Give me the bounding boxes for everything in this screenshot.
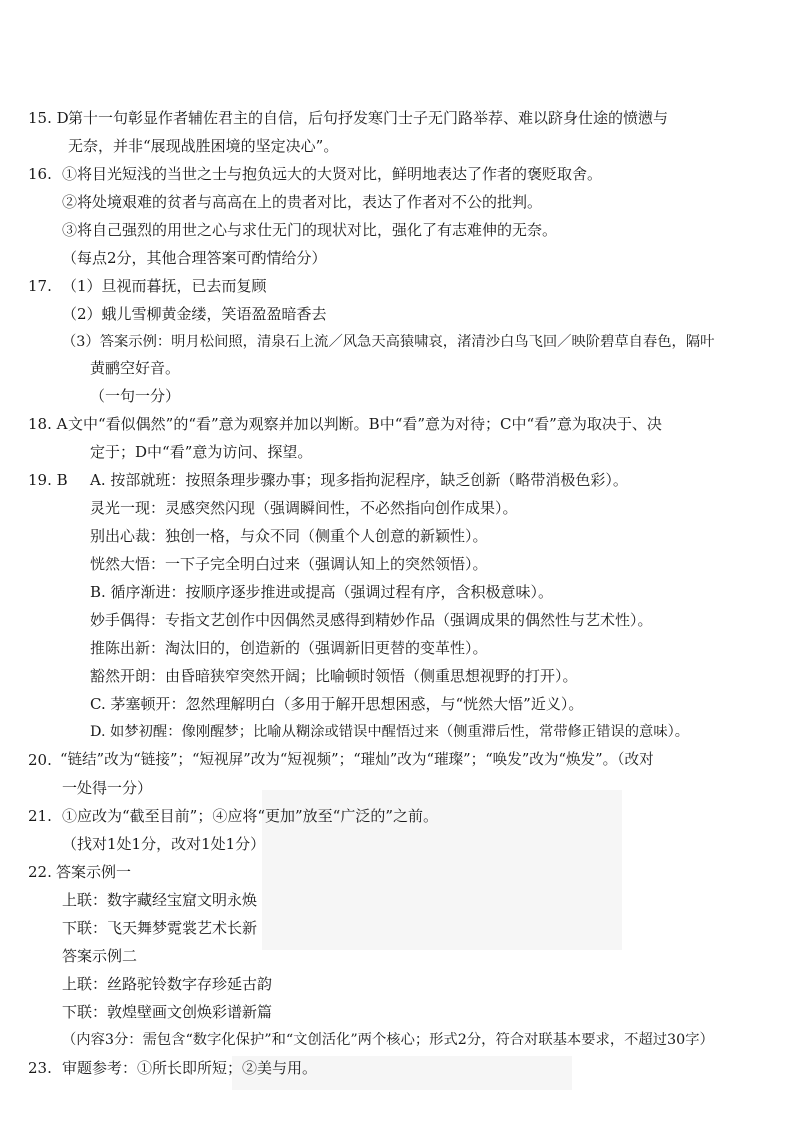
q19-line: 豁然开朗：由昏暗狭窄突然开阔；比喻顿时领悟（侧重思想视野的打开）。 — [90, 667, 578, 685]
q22-label: 22. — [28, 863, 52, 881]
q19-line: 恍然大悟：一下子完全明白过来（强调认知上的突然领悟）。 — [90, 555, 488, 573]
q20-label: 20. — [28, 751, 52, 769]
q17-line1: （1）旦视而暮抚，已去而复顾 — [62, 277, 267, 295]
q22-line5: （内容3分：需包含“数字化保护”和“文创活化”两个核心；形式2分，符合对联基本要求，不超过30字） — [62, 1032, 714, 1048]
q20-line2: 一处得一分） — [62, 779, 153, 797]
q21-label: 21. — [28, 807, 52, 825]
q22-title2: 答案示例二 — [62, 947, 138, 965]
q17-line2: （2）蛾儿雪柳黄金缕，笑语盈盈暗香去 — [62, 305, 327, 323]
q19-line: C. 茅塞顿开：忽然理解明白（多用于解开思想困惑，与“恍然大悟”近义）。 — [90, 695, 584, 713]
q18-label: 18. A — [28, 415, 68, 433]
q21-line2: （找对1处1分，改对1处1分） — [62, 835, 266, 853]
q22-line3: 上联：丝路驼铃数字存珍延古韵 — [62, 975, 273, 993]
q16-line4: （每点2分，其他合理答案可酌情给分） — [62, 249, 327, 267]
q23-label: 23. — [28, 1059, 52, 1077]
q20-line1: “链结”改为“链接”；“短视屏”改为“短视频”；“璀灿”改为“璀璨”；“唤发”改为“焕发”。（改对 — [60, 751, 654, 768]
q17-label: 17. — [28, 277, 52, 295]
q17-line5: （一句一分） — [90, 387, 181, 405]
q16-label: 16. — [28, 165, 52, 183]
q18-line1: 文中“看似偶然”的“看”意为观察并加以判断。B中“看”意为对待；C中“看”意为取决于、决 — [68, 415, 662, 433]
q19-label: 19. B — [28, 471, 68, 489]
q15-line1: 第十一句彰显作者辅佐君主的自信，后句抒发寒门士子无门路举荐、难以跻身仕途的愤懑与 — [68, 109, 669, 127]
q21-line1: ①应改为“截至目前”；④应将“更加”放至“广泛的”之前。 — [62, 807, 439, 825]
q18-line2: 定于；D中“看”意为访问、探望。 — [90, 443, 313, 461]
q15-label: 15. D — [28, 109, 69, 127]
q22-line2: 下联：飞天舞梦霓裳艺术长新 — [62, 919, 258, 937]
q19-line: 灵光一现：灵感突然闪现（强调瞬间性，不必然指向创作成果）。 — [90, 499, 518, 517]
q17-line3: （3）答案示例：明月松间照，清泉石上流／风急天高猿啸哀，渚清沙白鸟飞回／映阶碧草自春色，隔叶 — [62, 334, 715, 350]
q22-line1: 上联：数字藏经宝窟文明永焕 — [62, 891, 258, 909]
q15-line2: 无奈，并非“展现战胜困境的坚定决心”。 — [68, 137, 339, 155]
q22-title: 答案示例一 — [56, 863, 132, 881]
q23-line1: 审题参考：①所长即所短；②美与用。 — [62, 1059, 318, 1077]
q16-line1: ①将目光短浅的当世之士与抱负远大的大贤对比，鲜明地表达了作者的褒贬取舍。 — [62, 165, 603, 183]
q17-line4: 黄鹂空好音。 — [90, 359, 181, 377]
q19-line: A. 按部就班：按照条理步骤办事；现多指拘泥程序，缺乏创新（略带消极色彩）。 — [90, 471, 628, 489]
q19-line: 妙手偶得：专指文艺创作中因偶然灵感得到精妙作品（强调成果的偶然性与艺术性）。 — [90, 611, 653, 629]
q19-line: 别出心裁：独创一格，与众不同（侧重个人创意的新颖性）。 — [90, 527, 488, 545]
q16-line3: ③将自己强烈的用世之心与求仕无门的现状对比，强化了有志难伸的无奈。 — [62, 221, 558, 239]
q19-line: D. 如梦初醒：像刚醒梦；比喻从糊涂或错误中醒悟过来（侧重滞后性，常带修正错误的意味）。 — [90, 724, 690, 740]
q19-line: 推陈出新：淘汰旧的，创造新的（强调新旧更替的变革性）。 — [90, 639, 488, 657]
q16-line2: ②将处境艰难的贫者与高高在上的贵者对比，表达了作者对不公的批判。 — [62, 193, 543, 211]
q19-line: B. 循序渐进：按顺序逐步推进或提高（强调过程有序，含积极意味）。 — [90, 583, 554, 601]
q22-line4: 下联：敦煌壁画文创焕彩谱新篇 — [62, 1003, 273, 1021]
